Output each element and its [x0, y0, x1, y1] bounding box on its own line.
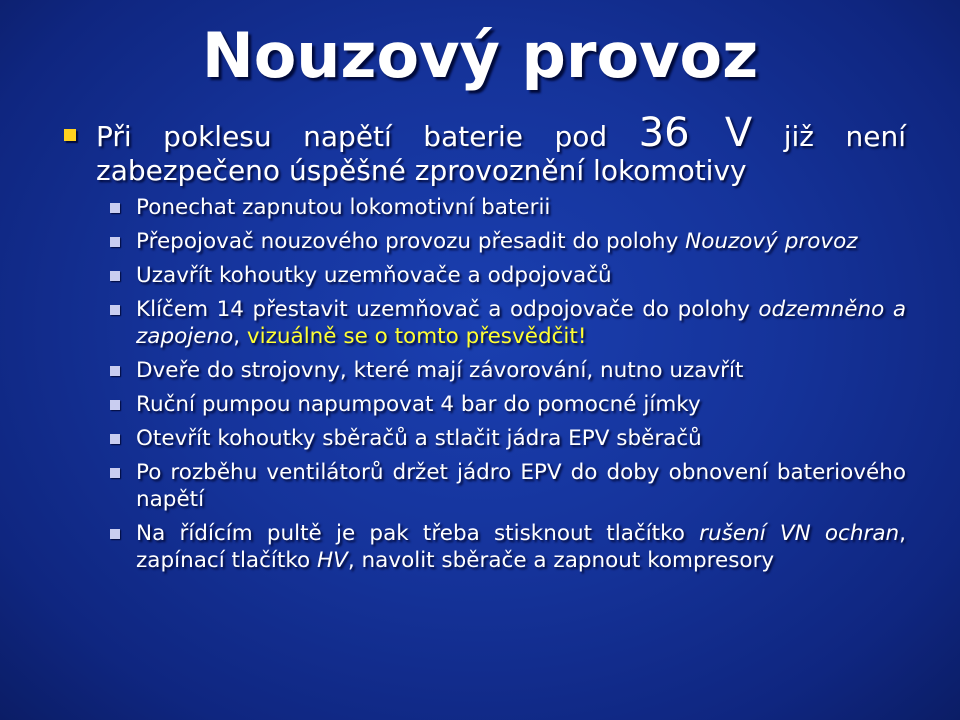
- sub-bullet-text-segment: odzemněno a zapojeno: [136, 297, 906, 349]
- sub-bullet-item: [108, 228, 906, 255]
- main-bullet-text-before: Při poklesu napětí baterie pod: [96, 120, 639, 153]
- sub-bullet-text-segment: Dveře do strojovny, které mají závorování, nutno uzavřít: [136, 358, 744, 383]
- slide-title: Nouzový provoz: [201, 19, 759, 92]
- sub-bullet-text-segment: rušení VN ochran: [699, 521, 900, 546]
- lavender-square-bullet-icon: [110, 271, 120, 281]
- sub-bullet-text-segment: Ruční pumpou napumpovat 4 bar do pomocné jímky: [136, 392, 701, 417]
- sub-bullet-item: [108, 194, 906, 221]
- main-bullet-item: [60, 110, 906, 188]
- sub-bullet-item: [108, 520, 906, 574]
- voltage-value: 36 V: [638, 110, 753, 156]
- sub-bullet-text-segment: , zapínací tlačítko: [136, 521, 906, 573]
- sub-bullet-item: [108, 391, 906, 418]
- sub-bullet-item: [108, 262, 906, 289]
- sub-bullet-text-segment: HV: [317, 548, 348, 573]
- yellow-square-bullet-icon: [64, 129, 76, 141]
- lavender-square-bullet-icon: [110, 468, 120, 478]
- lavender-square-bullet-icon: [110, 434, 120, 444]
- sub-bullet-text-segment: , navolit sběrače a zapnout kompresory: [347, 548, 775, 573]
- lavender-square-bullet-icon: [110, 529, 120, 539]
- sub-bullet-text-segment: Nouzový provoz: [685, 229, 858, 254]
- sub-bullet-list: [108, 194, 906, 574]
- lavender-square-bullet-icon: [110, 237, 120, 247]
- sub-bullet-text-segment: Klíčem 14 přestavit uzemňovač a odpojovače do polohy: [136, 297, 759, 322]
- sub-bullet-text-segment: ,: [233, 324, 247, 349]
- sub-bullet-text-segment: Ponechat zapnutou lokomotivní baterii: [136, 195, 551, 220]
- sub-bullet-item: [108, 425, 906, 452]
- sub-bullet-text-segment: Otevřít kohoutky sběračů a stlačit jádra EPV sběračů: [136, 426, 702, 451]
- sub-bullet-item: [108, 296, 906, 350]
- sub-bullet-text-segment: Přepojovač nouzového provozu přesadit do polohy: [136, 229, 686, 254]
- lavender-square-bullet-icon: [110, 203, 120, 213]
- sub-bullet-text-segment: Na řídícím pultě je pak třeba stisknout tlačítko: [136, 521, 700, 546]
- lavender-square-bullet-icon: [110, 366, 120, 376]
- main-bullet-text-after: již není zabezpečeno úspěšné zprovoznění lokomotivy: [96, 120, 906, 187]
- lavender-square-bullet-icon: [110, 305, 120, 315]
- lavender-square-bullet-icon: [110, 400, 120, 410]
- sub-bullet-text-segment: Uzavřít kohoutky uzemňovače a odpojovačů: [136, 263, 612, 288]
- slide-content: [60, 110, 906, 581]
- sub-bullet-item: [108, 357, 906, 384]
- sub-bullet-text-segment: Po rozběhu ventilátorů držet jádro EPV do doby obnovení bateriového napětí: [136, 460, 906, 512]
- sub-bullet-item: [108, 459, 906, 513]
- sub-bullet-text-segment: vizuálně se o tomto přesvědčit!: [246, 324, 587, 349]
